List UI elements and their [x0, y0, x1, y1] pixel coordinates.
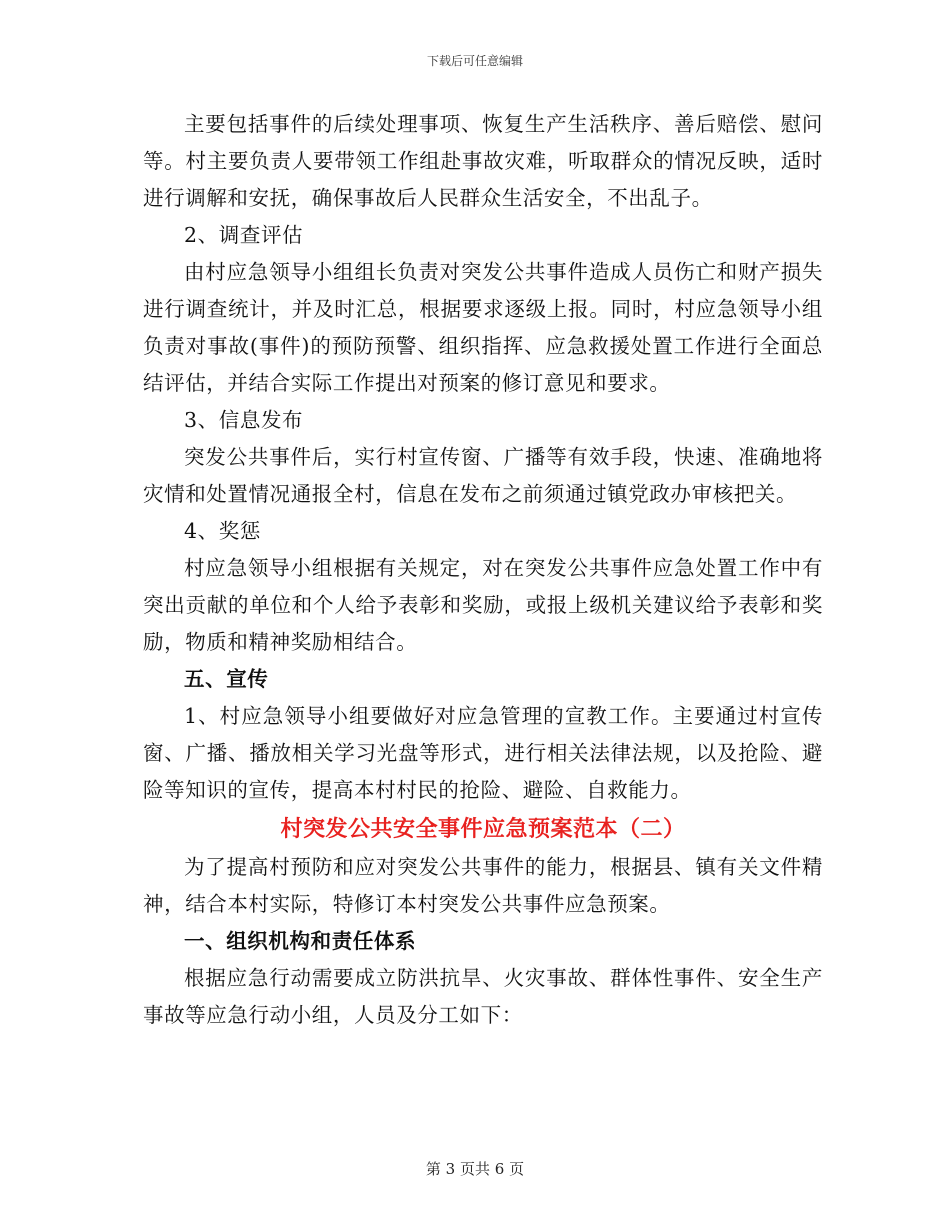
paragraph-aftermath: 主要包括事件的后续处理事项、恢复生产生活秩序、善后赔偿、慰问等。村主要负责人要带领工作组赴事故灾难，听取群众的情况反映，适时进行调解和安抚，确保事故后人民群众生活安全，不出乱子。	[143, 112, 823, 210]
document-title-part-two: 村突发公共安全事件应急预案范本（二）	[280, 816, 686, 842]
section-heading-investigation: 2、调查评估	[184, 223, 304, 247]
paragraph-intro: 为了提高村预防和应对突发公共事件的能力，根据县、镇有关文件精神，结合本村实际，特修订本村突发公共事件应急预案。	[143, 855, 823, 916]
paragraph-publicity: 1、村应急领导小组要做好对应急管理的宣教工作。主要通过村宣传窗、广播、播放相关学习光盘等形式，进行相关法律法规，以及抢险、避险等知识的宣传，提高本村村民的抢险、避险、自救能力。	[143, 704, 823, 802]
page-header: 下载后可任意编辑	[426, 54, 523, 68]
section-heading-publicity: 五、宣传	[184, 667, 269, 691]
section-heading-rewards: 4、奖惩	[184, 519, 261, 543]
paragraph-rewards: 村应急领导小组根据有关规定，对在突发公共事件应急处置工作中有突出贡献的单位和个人给予表彰和奖励，或报上级机关建议给予表彰和奖励，物质和精神奖励相结合。	[143, 556, 823, 654]
document-body	[143, 106, 823, 1034]
paragraph-investigation: 由村应急领导小组组长负责对突发公共事件造成人员伤亡和财产损失进行调查统计，并及时汇总，根据要求逐级上报。同时，村应急领导小组负责对事故(事件)的预防预警、组织指挥、应急救援处置工作进行全面总结评估，并结合实际工作提出对预案的修订意见和要求。	[143, 260, 823, 395]
paragraph-organization: 根据应急行动需要成立防洪抗旱、火灾事故、群体性事件、安全生产事故等应急行动小组，人员及分工如下：	[143, 966, 823, 1027]
section-heading-organization: 一、组织机构和责任体系	[184, 929, 417, 953]
page-number: 第 3 页共 6 页	[425, 1160, 525, 1178]
section-heading-info-release: 3、信息发布	[184, 408, 304, 432]
paragraph-info-release: 突发公共事件后，实行村宣传窗、广播等有效手段，快速、准确地将灾情和处置情况通报全村，信息在发布之前须通过镇党政办审核把关。	[143, 445, 823, 506]
